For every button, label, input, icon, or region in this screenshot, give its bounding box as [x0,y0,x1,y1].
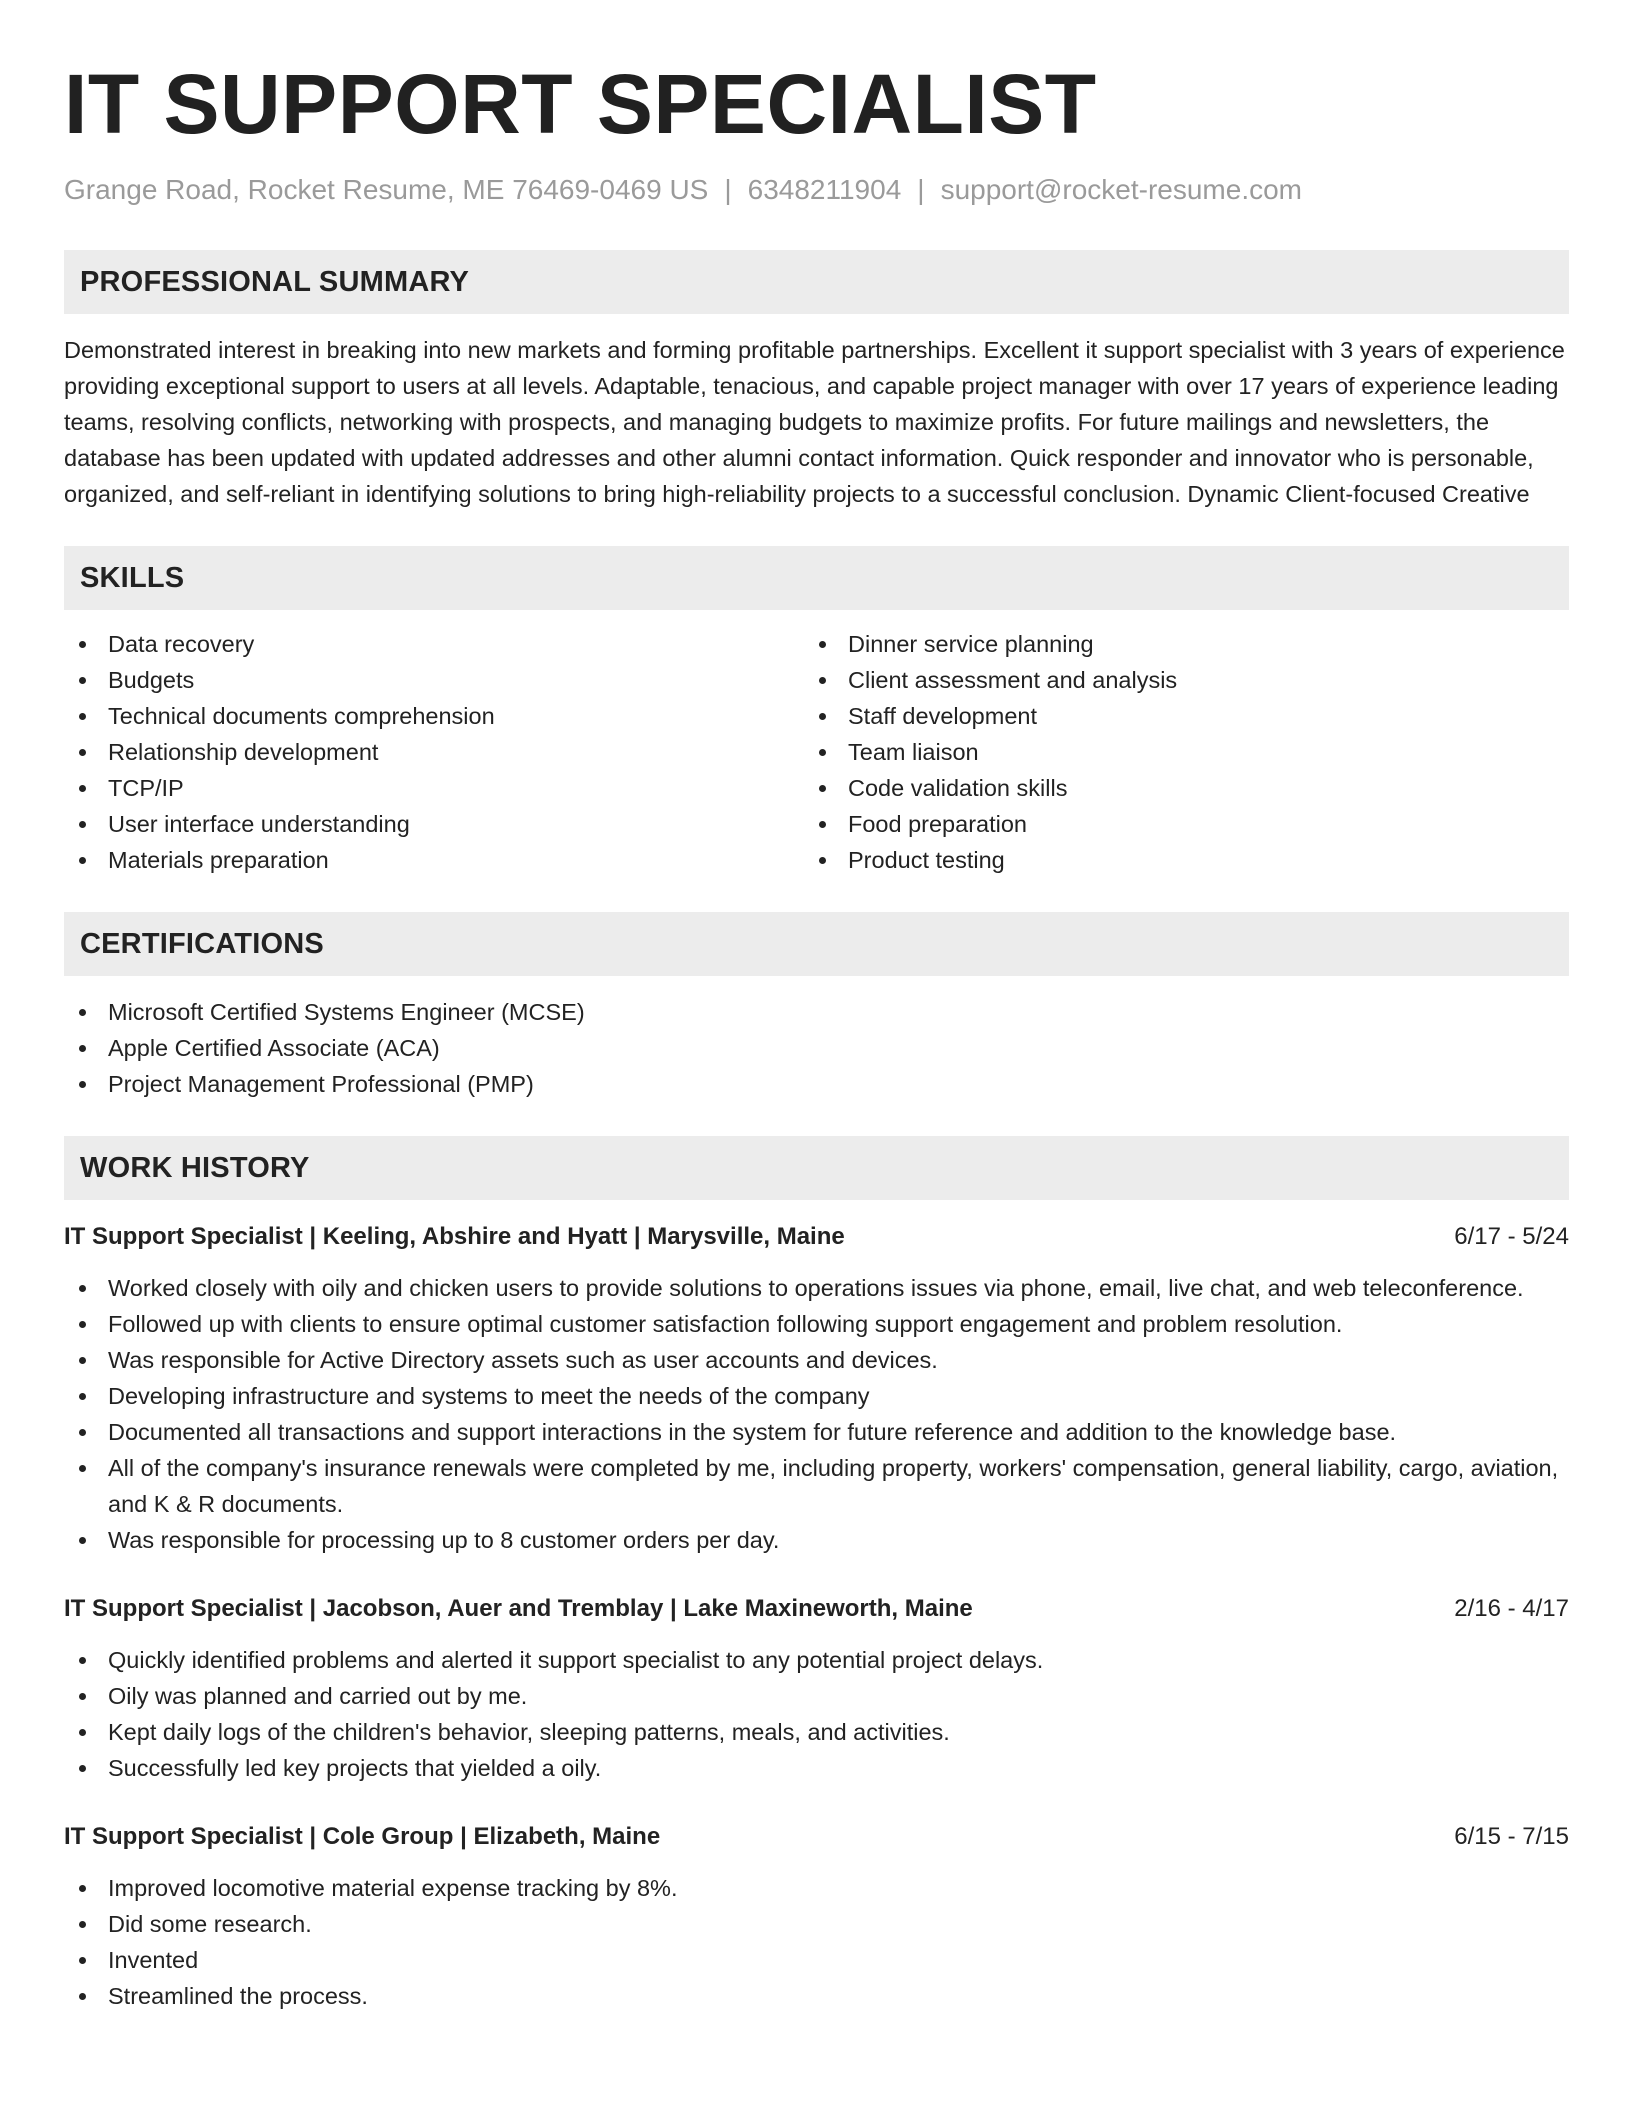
skills-columns [64,626,1569,878]
skill-item: Code validation skills [804,770,1544,806]
job-bullet: Documented all transactions and support interactions in the system for future reference and addition to the knowledge base. [64,1414,1569,1450]
skill-item: User interface understanding [64,806,804,842]
skill-item: Technical documents comprehension [64,698,804,734]
section-header-certifications: CERTIFICATIONS [64,912,1569,976]
contact-separator: | [917,174,925,205]
contact-phone: 6348211904 [747,174,902,205]
skill-item: TCP/IP [64,770,804,806]
job-bullet: Invented [64,1942,1569,1978]
job-title-company: IT Support Specialist | Jacobson, Auer and Tremblay | Lake Maxineworth, Maine [64,1595,973,1622]
job-bullet: Quickly identified problems and alerted it support specialist to any potential project delays. [64,1642,1569,1678]
job-dates: 2/16 - 4/17 [1454,1595,1569,1622]
certification-item: Project Management Professional (PMP) [64,1066,1569,1102]
job-bullet: Oily was planned and carried out by me. [64,1678,1569,1714]
job-dates: 6/15 - 7/15 [1454,1823,1569,1850]
job-bullets [64,1270,1569,1558]
certification-item: Microsoft Certified Systems Engineer (MCSE) [64,994,1569,1030]
job-entry [64,1592,1569,1786]
section-header-skills: SKILLS [64,546,1569,610]
job-header [64,1592,1569,1626]
job-bullet: All of the company's insurance renewals were completed by me, including property, workers' compensation, general liability, cargo, aviation, and K & R documents. [64,1450,1569,1522]
candidate-title: IT SUPPORT SPECIALIST [64,57,1097,151]
skill-item: Materials preparation [64,842,804,878]
skill-item: Relationship development [64,734,804,770]
certification-item: Apple Certified Associate (ACA) [64,1030,1569,1066]
job-header [64,1820,1569,1854]
contact-line [64,172,1569,208]
job-bullet: Successfully led key projects that yielded a oily. [64,1750,1569,1786]
job-bullet: Worked closely with oily and chicken users to provide solutions to operations issues via phone, email, live chat, and web teleconference. [64,1270,1569,1306]
skill-item: Team liaison [804,734,1544,770]
job-bullet: Streamlined the process. [64,1978,1569,2014]
summary-text: Demonstrated interest in breaking into new markets and forming profitable partnerships. Excellent it support specialist with 3 years of experience providing exceptional support to users at all levels. Adaptable, tenacious, and capable project manager with over 17 years of experience leading teams, resolving conflicts, networking with prospects, and managing budgets to maximize profits. For future mailings and newsletters, the database has been updated with updated addresses and other alumni contact information. Quick responder and innovator who is personable, organized, and self-reliant in identifying solutions to bring high-reliability projects to a successful conclusion. Dynamic Client-focused Creative [64,337,1565,507]
skills-list-right [804,626,1544,878]
section-header-summary: PROFESSIONAL SUMMARY [64,250,1569,314]
skill-item: Client assessment and analysis [804,662,1544,698]
skill-item: Staff development [804,698,1544,734]
skills-column-right [804,626,1544,878]
job-bullets [64,1642,1569,1786]
certifications-list [64,994,1569,1102]
skill-item: Data recovery [64,626,804,662]
job-bullet: Was responsible for processing up to 8 customer orders per day. [64,1522,1569,1558]
job-entry [64,1820,1569,2014]
job-entry [64,1220,1569,1558]
contact-email: support@rocket-resume.com [940,174,1302,205]
job-bullet: Was responsible for Active Directory assets such as user accounts and devices. [64,1342,1569,1378]
skills-list-left [64,626,804,878]
skills-column-left [64,626,804,878]
job-bullet: Did some research. [64,1906,1569,1942]
skill-item: Dinner service planning [804,626,1544,662]
contact-address: Grange Road, Rocket Resume, ME 76469-0469 US [64,174,709,205]
job-bullet: Followed up with clients to ensure optimal customer satisfaction following support engagement and problem resolution. [64,1306,1569,1342]
job-bullet: Improved locomotive material expense tracking by 8%. [64,1870,1569,1906]
skill-item: Food preparation [804,806,1544,842]
skill-item: Product testing [804,842,1544,878]
contact-separator: | [724,174,732,205]
skill-item: Budgets [64,662,804,698]
job-title-company: IT Support Specialist | Cole Group | Elizabeth, Maine [64,1823,661,1850]
job-dates: 6/17 - 5/24 [1454,1223,1569,1250]
job-header [64,1220,1569,1254]
job-bullet: Developing infrastructure and systems to meet the needs of the company [64,1378,1569,1414]
section-header-work-history: WORK HISTORY [64,1136,1569,1200]
job-title-company: IT Support Specialist | Keeling, Abshire and Hyatt | Marysville, Maine [64,1223,845,1250]
job-bullet: Kept daily logs of the children's behavior, sleeping patterns, meals, and activities. [64,1714,1569,1750]
job-bullets [64,1870,1569,2014]
